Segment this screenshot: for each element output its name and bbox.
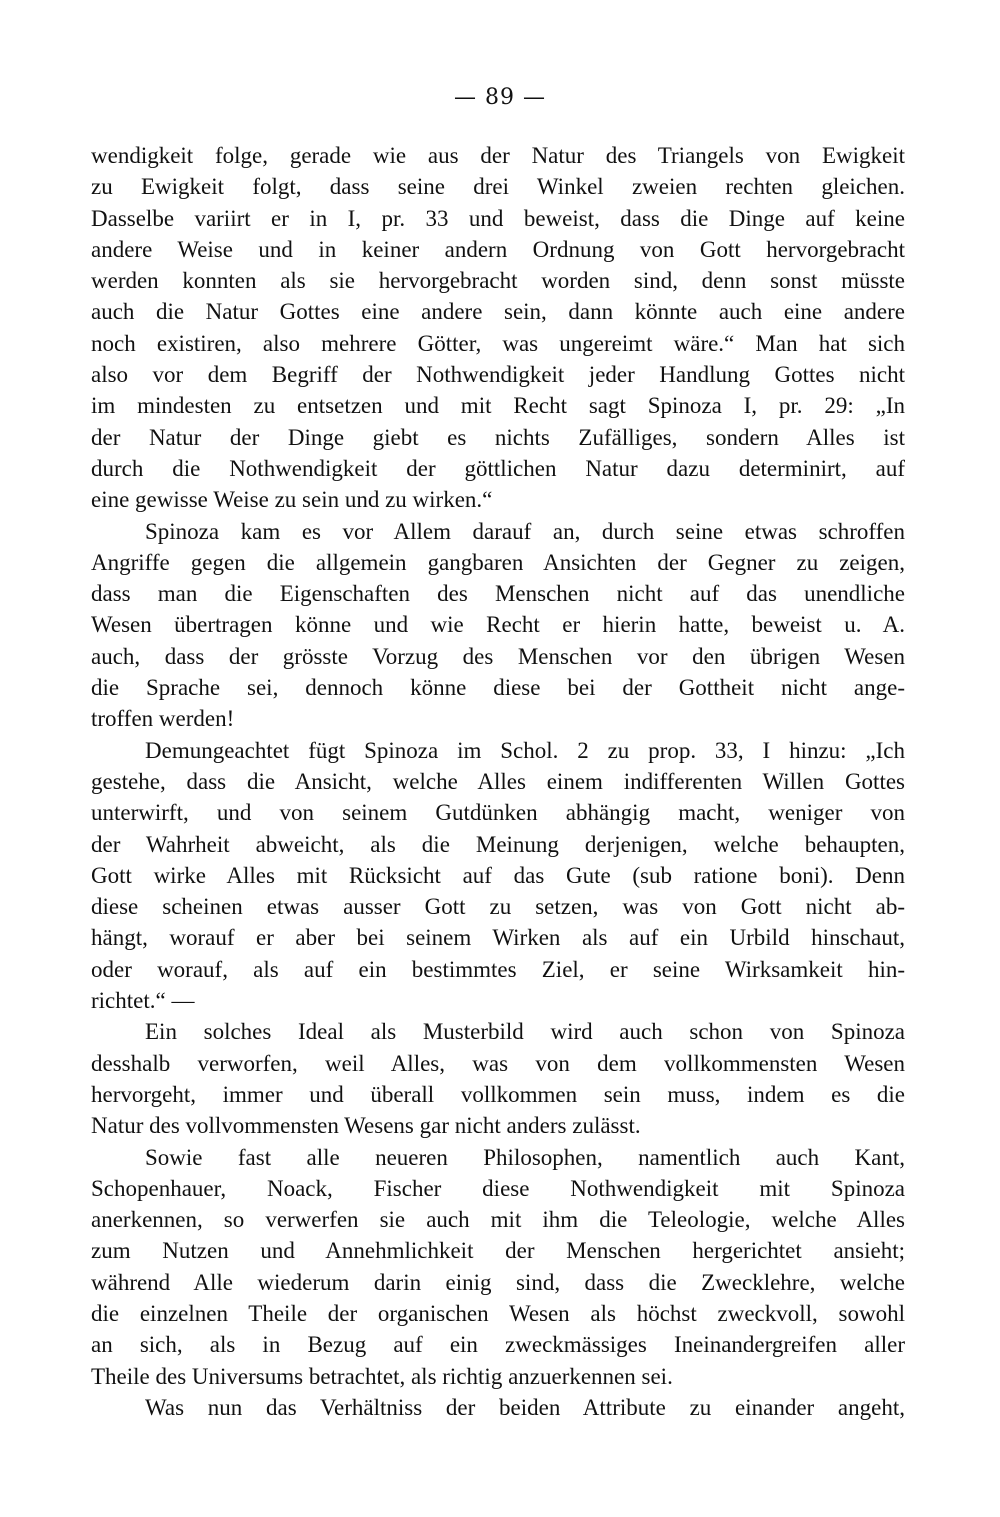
paragraph-start-line: Ein solches Ideal als Musterbild wird auch schon von Spinoza <box>145 1019 905 1045</box>
text-line: werden konnten als sie hervorgebracht worden sind, denn sonst müsste <box>91 268 905 294</box>
text-line: die Sprache sei, dennoch könne diese bei der Gottheit nicht ange- <box>91 675 905 701</box>
paragraph-start-line: Sowie fast alle neueren Philosophen, namentlich auch Kant, <box>145 1144 905 1170</box>
text-line: desshalb verworfen, weil Alles, was von dem vollkommensten Wesen <box>91 1050 905 1076</box>
page-number: — 89 — <box>454 85 546 110</box>
text-line: Angriffe gegen die allgemein gangbaren Ansichten der Gegner zu zeigen, <box>91 549 905 575</box>
text-line: troffen werden! <box>91 706 235 732</box>
paragraph-start-line: Was nun das Verhältniss der beiden Attribute zu einander angeht, <box>145 1394 905 1420</box>
text-line: eine gewisse Weise zu sein und zu wirken.“ <box>91 487 493 513</box>
text-line: noch existiren, also mehrere Götter, was ungereimt wäre.“ Man hat sich <box>91 330 905 356</box>
text-line: durch die Nothwendigkeit der göttlichen Natur dazu determinirt, auf <box>91 455 905 481</box>
text-line: dass man die Eigenschaften des Menschen nicht auf das unendliche <box>91 581 905 607</box>
text-line: die einzelnen Theile der organischen Wesen als höchst zweckvoll, sowohl <box>91 1300 905 1326</box>
text-line: auch, dass der grösste Vorzug des Menschen vor den übrigen Wesen <box>91 643 905 669</box>
text-line: auch die Natur Gottes eine andere sein, dann könnte auch eine andere <box>91 299 905 325</box>
text-line: während Alle wiederum darin einig sind, dass die Zwecklehre, welche <box>91 1269 905 1295</box>
text-line: der Natur der Dinge giebt es nichts Zufälliges, sondern Alles ist <box>91 424 905 450</box>
text-line: zu Ewigkeit folgt, dass seine drei Winkel zweien rechten gleichen. <box>91 174 905 200</box>
text-line: der Wahrheit abweicht, als die Meinung derjenigen, welche behaupten, <box>91 831 905 857</box>
text-line: gestehe, dass die Ansicht, welche Alles einem indifferenten Willen Gottes <box>91 768 905 794</box>
text-line: Dasselbe variirt er in I, pr. 33 und beweist, dass die Dinge auf keine <box>91 205 905 231</box>
text-line: Schopenhauer, Noack, Fischer diese Nothwendigkeit mit Spinoza <box>91 1175 905 1201</box>
text-line: anerkennen, so verwerfen sie auch mit ihm die Teleologie, welche Alles <box>91 1207 905 1233</box>
text-line: hängt, worauf er aber bei seinem Wirken als auf ein Urbild hinschaut, <box>91 925 905 951</box>
text-line: unterwirft, und von seinem Gutdünken abhängig macht, weniger von <box>91 800 905 826</box>
text-line: Gott wirke Alles mit Rücksicht auf das Gute (sub ratione boni). Denn <box>91 862 905 888</box>
text-line: Natur des vollvommensten Wesens gar nicht anders zulässt. <box>91 1113 641 1139</box>
text-line: wendigkeit folge, gerade wie aus der Natur des Triangels von Ewigkeit <box>91 143 905 168</box>
text-line: zum Nutzen und Annehmlichkeit der Menschen hergerichtet ansieht; <box>91 1238 905 1264</box>
text-line: an sich, als in Bezug auf ein zweckmässiges Ineinandergreifen aller <box>91 1332 905 1358</box>
text-line: oder worauf, als auf ein bestimmtes Ziel, er seine Wirksamkeit hin- <box>91 956 905 982</box>
paragraph-start-line: Demungeachtet fügt Spinoza im Schol. 2 zu prop. 33, I hinzu: „Ich <box>145 737 905 763</box>
text-line: andere Weise und in keiner andern Ordnung von Gott hervorgebracht <box>91 236 905 262</box>
text-line: im mindesten zu entsetzen und mit Recht sagt Spinoza I, pr. 29: „In <box>91 393 905 419</box>
text-line: diese scheinen etwas ausser Gott zu setzen, was von Gott nicht ab- <box>91 894 905 920</box>
body-text <box>91 140 905 1423</box>
paragraph-start-line: Spinoza kam es vor Allem darauf an, durch seine etwas schroffen <box>145 518 905 544</box>
text-line: also vor dem Begriff der Nothwendigkeit jeder Handlung Gottes nicht <box>91 362 905 388</box>
text-line: hervorgeht, immer und überall vollkommen sein muss, indem es die <box>91 1081 905 1107</box>
text-line: Wesen übertragen könne und wie Recht er hierin hatte, beweist u. A. <box>91 612 905 638</box>
text-line: richtet.“ — <box>91 988 195 1014</box>
text-line: Theile des Universums betrachtet, als richtig anzuerkennen sei. <box>91 1363 673 1389</box>
